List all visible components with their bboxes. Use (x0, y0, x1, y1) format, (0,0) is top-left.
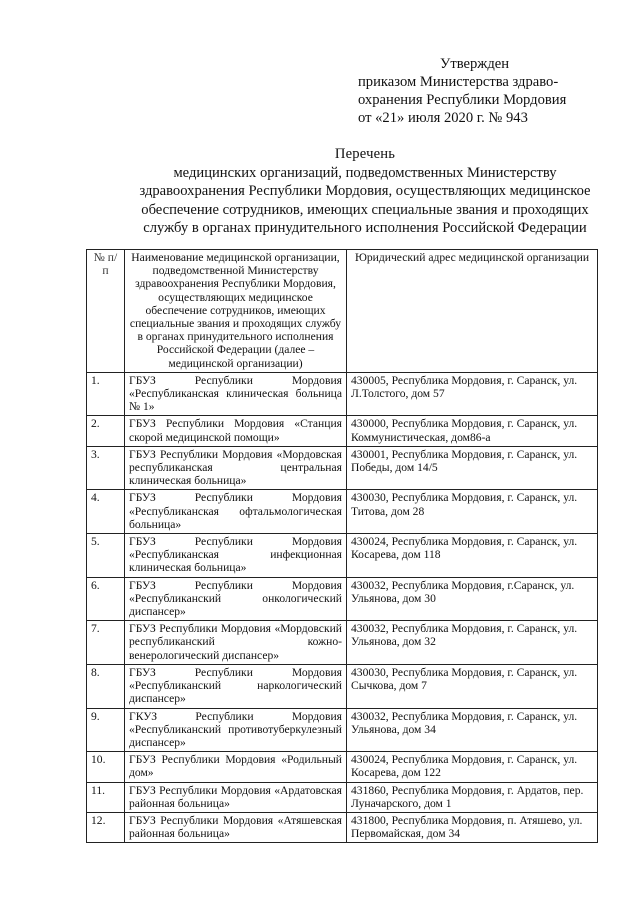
organization-address: 430032, Республика Мордовия, г. Саранск, ул. Ульянова, дом 32 (347, 621, 598, 665)
approval-stamp (358, 55, 566, 127)
organization-address: 430032, Республика Мордовия, г.Саранск, ул. Ульянова, дом 30 (347, 577, 598, 621)
row-number: 6. (87, 577, 125, 621)
title-line: медицинских организаций, подведомственных Министерству (173, 164, 557, 181)
row-number: 7. (87, 621, 125, 665)
table-row (87, 577, 598, 621)
row-number: 4. (87, 490, 125, 534)
row-number: 5. (87, 534, 125, 578)
approval-line: от «21» июля 2020 г. № 943 (358, 110, 528, 126)
organization-address: 430001, Республика Мордовия, г. Саранск, ул. Победы, дом 14/5 (347, 446, 598, 490)
title-line: Перечень (334, 146, 396, 162)
table-row (87, 534, 598, 578)
organization-address: 431860, Республика Мордовия, г. Ардатов, пер. Луначарского, дом 1 (347, 782, 598, 812)
table-row (87, 812, 598, 842)
organization-name: ГКУЗ Республики Мордовия «Республиканский противотуберкулезный диспансер» (125, 708, 347, 752)
table-body (87, 372, 598, 843)
column-header-number: № п/п (87, 250, 125, 373)
organization-name: ГБУЗ Республики Мордовия «Мордовская республиканская центральная клиническая больница» (125, 446, 347, 490)
table-row (87, 490, 598, 534)
row-number: 10. (87, 752, 125, 782)
row-number: 9. (87, 708, 125, 752)
approval-line: охранения Республики Мордовия (358, 92, 567, 108)
table-row (87, 372, 598, 416)
organization-name: ГБУЗ Республики Мордовия «Мордовский республиканский кожно-венерологический диспансер» (125, 621, 347, 665)
row-number: 2. (87, 416, 125, 446)
table-row (87, 664, 598, 708)
table-row (87, 416, 598, 446)
column-header-address: Юридический адрес медицинской организации (347, 250, 598, 373)
organization-name: ГБУЗ Республики Мордовия «Республиканский онкологический диспансер» (125, 577, 347, 621)
title-line: обеспечение сотрудников, имеющих специальные звания и проходящих (141, 201, 589, 218)
table-header-row (87, 250, 598, 373)
organization-name: ГБУЗ Республики Мордовия «Республиканская клиническая больница № 1» (125, 372, 347, 416)
table-row (87, 782, 598, 812)
title-line: службу в органах принудительного исполнения Российской Федерации (143, 220, 587, 236)
approval-line: приказом Министерства здраво- (358, 74, 559, 90)
organization-name: ГБУЗ Республики Мордовия «Станция скорой медицинской помощи» (125, 416, 347, 446)
organization-address: 430024, Республика Мордовия, г. Саранск, ул. Косарева, дом 118 (347, 534, 598, 578)
row-number: 3. (87, 446, 125, 490)
organization-name: ГБУЗ Республики Мордовия «Республиканская офтальмологическая больница» (125, 490, 347, 534)
table-row (87, 621, 598, 665)
row-number: 8. (87, 664, 125, 708)
table-row (87, 752, 598, 782)
title-line: здравоохранения Республики Мордовия, осуществляющих медицинское (139, 183, 591, 199)
table-row (87, 708, 598, 752)
organization-address: 430005, Республика Мордовия, г. Саранск, ул. Л.Толстого, дом 57 (347, 372, 598, 416)
approval-line: Утвержден (440, 56, 510, 72)
organization-name: ГБУЗ Республики Мордовия «Родильный дом» (125, 752, 347, 782)
organization-address: 430030, Республика Мордовия, г. Саранск, ул. Титова, дом 28 (347, 490, 598, 534)
organization-name: ГБУЗ Республики Мордовия «Республиканский наркологический диспансер» (125, 664, 347, 708)
organization-name: ГБУЗ Республики Мордовия «Атяшевская районная больница» (125, 812, 347, 842)
organization-address: 430024, Республика Мордовия, г. Саранск, ул. Косарева, дом 122 (347, 752, 598, 782)
document-title (130, 145, 600, 238)
organization-name: ГБУЗ Республики Мордовия «Ардатовская районная больница» (125, 782, 347, 812)
organization-name: ГБУЗ Республики Мордовия «Республиканская инфекционная клиническая больница» (125, 534, 347, 578)
organization-address: 430032, Республика Мордовия, г. Саранск, ул. Ульянова, дом 34 (347, 708, 598, 752)
organization-address: 431800, Республика Мордовия, п. Атяшево, ул. Первомайская, дом 34 (347, 812, 598, 842)
column-header-name: Наименование медицинской организации, подведомственной Министерству здравоохранения Республики Мордовия, осуществляющих медицинское обеспечение сотрудников, имеющих специальные звания и проходящих службу в органах принудительного исполнения Российской Федерации (далее – медицинской организации) (125, 250, 347, 373)
organizations-table (86, 249, 598, 843)
row-number: 12. (87, 812, 125, 842)
organization-address: 430000, Республика Мордовия, г. Саранск, ул. Коммунистическая, дом86-а (347, 416, 598, 446)
row-number: 1. (87, 372, 125, 416)
row-number: 11. (87, 782, 125, 812)
organization-address: 430030, Республика Мордовия, г. Саранск, ул. Сычкова, дом 7 (347, 664, 598, 708)
table-row (87, 446, 598, 490)
